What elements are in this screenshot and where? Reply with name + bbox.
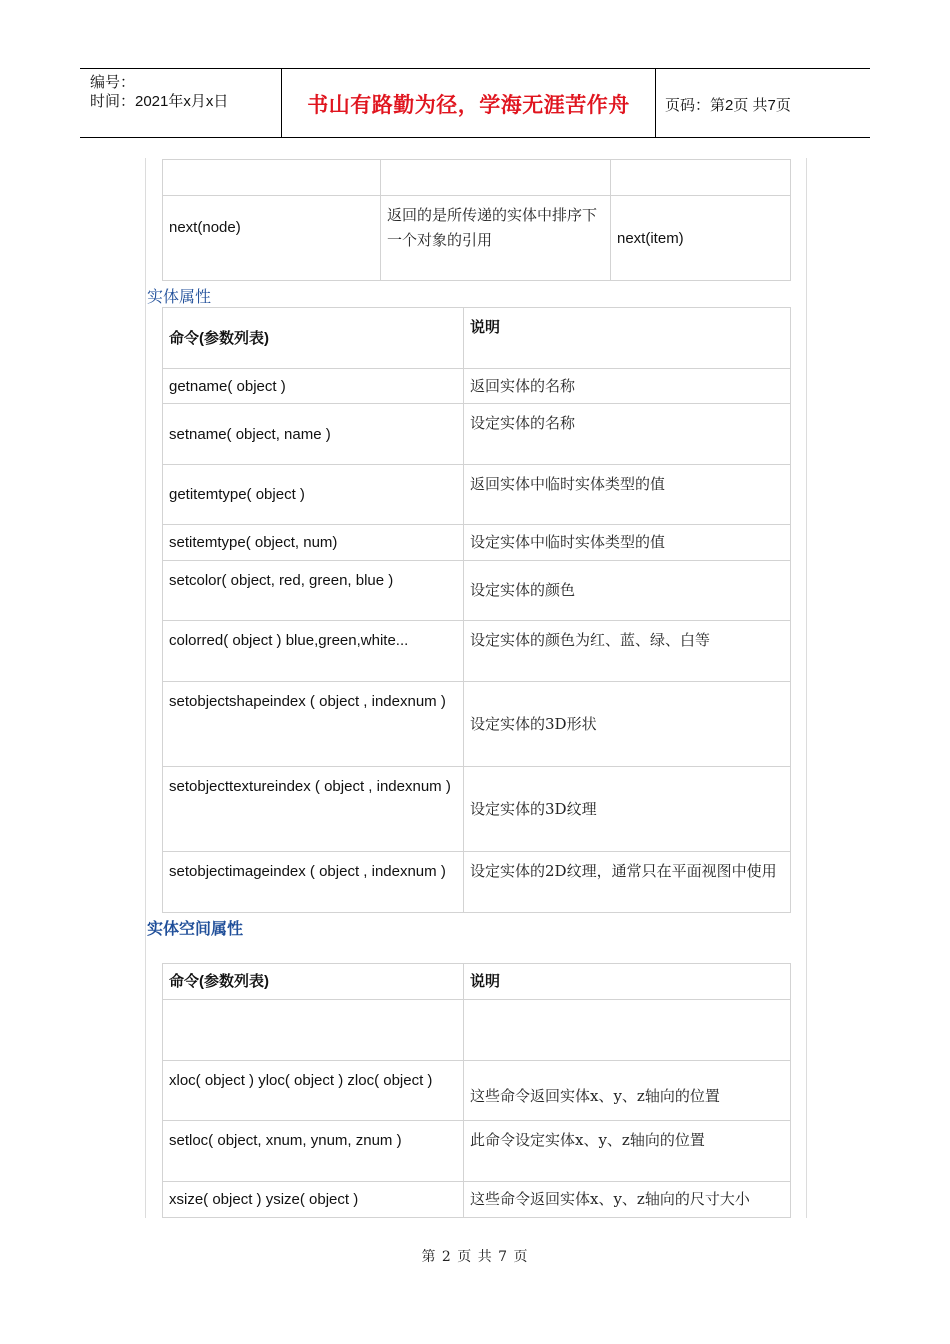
cmd-cell: xloc( object ) yloc( object ) zloc( object )	[163, 1061, 464, 1121]
desc-cell	[381, 160, 611, 196]
column-header-command: 命令(参数列表)	[163, 964, 464, 1000]
desc-cell: 返回的是所传递的实体中排序下一个对象的引用	[381, 196, 611, 281]
desc-cell: 这些命令返回实体x、y、z轴向的位置	[464, 1061, 791, 1121]
table-header-row	[163, 308, 791, 369]
header-meta	[80, 69, 281, 137]
section-title-spatial: 实体空间属性	[147, 919, 244, 938]
table-header-row	[163, 964, 791, 1000]
table-row	[163, 369, 791, 404]
frame-left	[145, 158, 146, 1218]
desc-cell: 返回实体中临时实体类型的值	[464, 465, 791, 525]
table-row	[163, 1121, 791, 1182]
table-row	[163, 404, 791, 465]
table-top	[162, 159, 791, 281]
desc-cell: 设定实体的3D形状	[464, 682, 791, 767]
cmd-cell: setitemtype( object, num)	[163, 525, 464, 561]
page-footer: 第 2 页 共 7 页	[421, 1249, 529, 1265]
cmd-cell: setcolor( object, red, green, blue )	[163, 561, 464, 621]
table-row	[163, 561, 791, 621]
section-title-attributes: 实体属性	[147, 287, 212, 306]
cmd-cell: setobjectimageindex ( object , indexnum )	[163, 852, 464, 913]
cmd-cell: getitemtype( object )	[163, 465, 464, 525]
table-row	[163, 621, 791, 682]
table-row	[163, 1061, 791, 1121]
table-row	[163, 525, 791, 561]
header-motto-cell	[281, 69, 656, 137]
column-header-command: 命令(参数列表)	[163, 308, 464, 369]
desc-cell: 设定实体中临时实体类型的值	[464, 525, 791, 561]
frame-right	[806, 158, 807, 1218]
alt-cell	[611, 160, 791, 196]
table-row	[163, 1000, 791, 1061]
table-row	[163, 1182, 791, 1218]
desc-cell: 设定实体的2D纹理，通常只在平面视图中使用	[464, 852, 791, 913]
page-label: 页码：第2页 共7页	[665, 97, 791, 114]
column-header-description: 说明	[464, 964, 791, 1000]
table-row	[163, 682, 791, 767]
table-row	[163, 465, 791, 525]
alt-cell: next(item)	[611, 196, 791, 281]
desc-cell: 设定实体的颜色为红、蓝、绿、白等	[464, 621, 791, 682]
cmd-cell: getname( object )	[163, 369, 464, 404]
desc-cell: 返回实体的名称	[464, 369, 791, 404]
motto: 书山有路勤为径，学海无涯苦作舟	[307, 94, 630, 117]
table-row	[163, 852, 791, 913]
desc-cell: 此命令设定实体x、y、z轴向的位置	[464, 1121, 791, 1182]
desc-cell: 设定实体的颜色	[464, 561, 791, 621]
cmd-cell: setobjectshapeindex ( object , indexnum )	[163, 682, 464, 767]
header-page-cell	[655, 69, 870, 137]
page-header	[80, 68, 870, 138]
cmd-cell	[163, 1000, 464, 1061]
table-spatial	[162, 963, 791, 1218]
cmd-cell: colorred( object ) blue,green,white...	[163, 621, 464, 682]
cmd-cell: setobjecttextureindex ( object , indexnum )	[163, 767, 464, 852]
date-label: 时间：2021年x月x日	[90, 93, 229, 110]
table-row	[163, 160, 791, 196]
table-attributes	[162, 307, 791, 913]
desc-cell: 设定实体的3D纹理	[464, 767, 791, 852]
serial-label: 编号：	[90, 74, 136, 91]
desc-cell: 这些命令返回实体x、y、z轴向的尺寸大小	[464, 1182, 791, 1218]
table-row	[163, 767, 791, 852]
desc-cell	[464, 1000, 791, 1061]
table-row	[163, 196, 791, 281]
cmd-cell: setloc( object, xnum, ynum, znum )	[163, 1121, 464, 1182]
cmd-cell	[163, 160, 381, 196]
cmd-cell: next(node)	[163, 196, 381, 281]
cmd-cell: xsize( object ) ysize( object )	[163, 1182, 464, 1218]
column-header-description: 说明	[464, 308, 791, 369]
desc-cell: 设定实体的名称	[464, 404, 791, 465]
cmd-cell: setname( object, name )	[163, 404, 464, 465]
